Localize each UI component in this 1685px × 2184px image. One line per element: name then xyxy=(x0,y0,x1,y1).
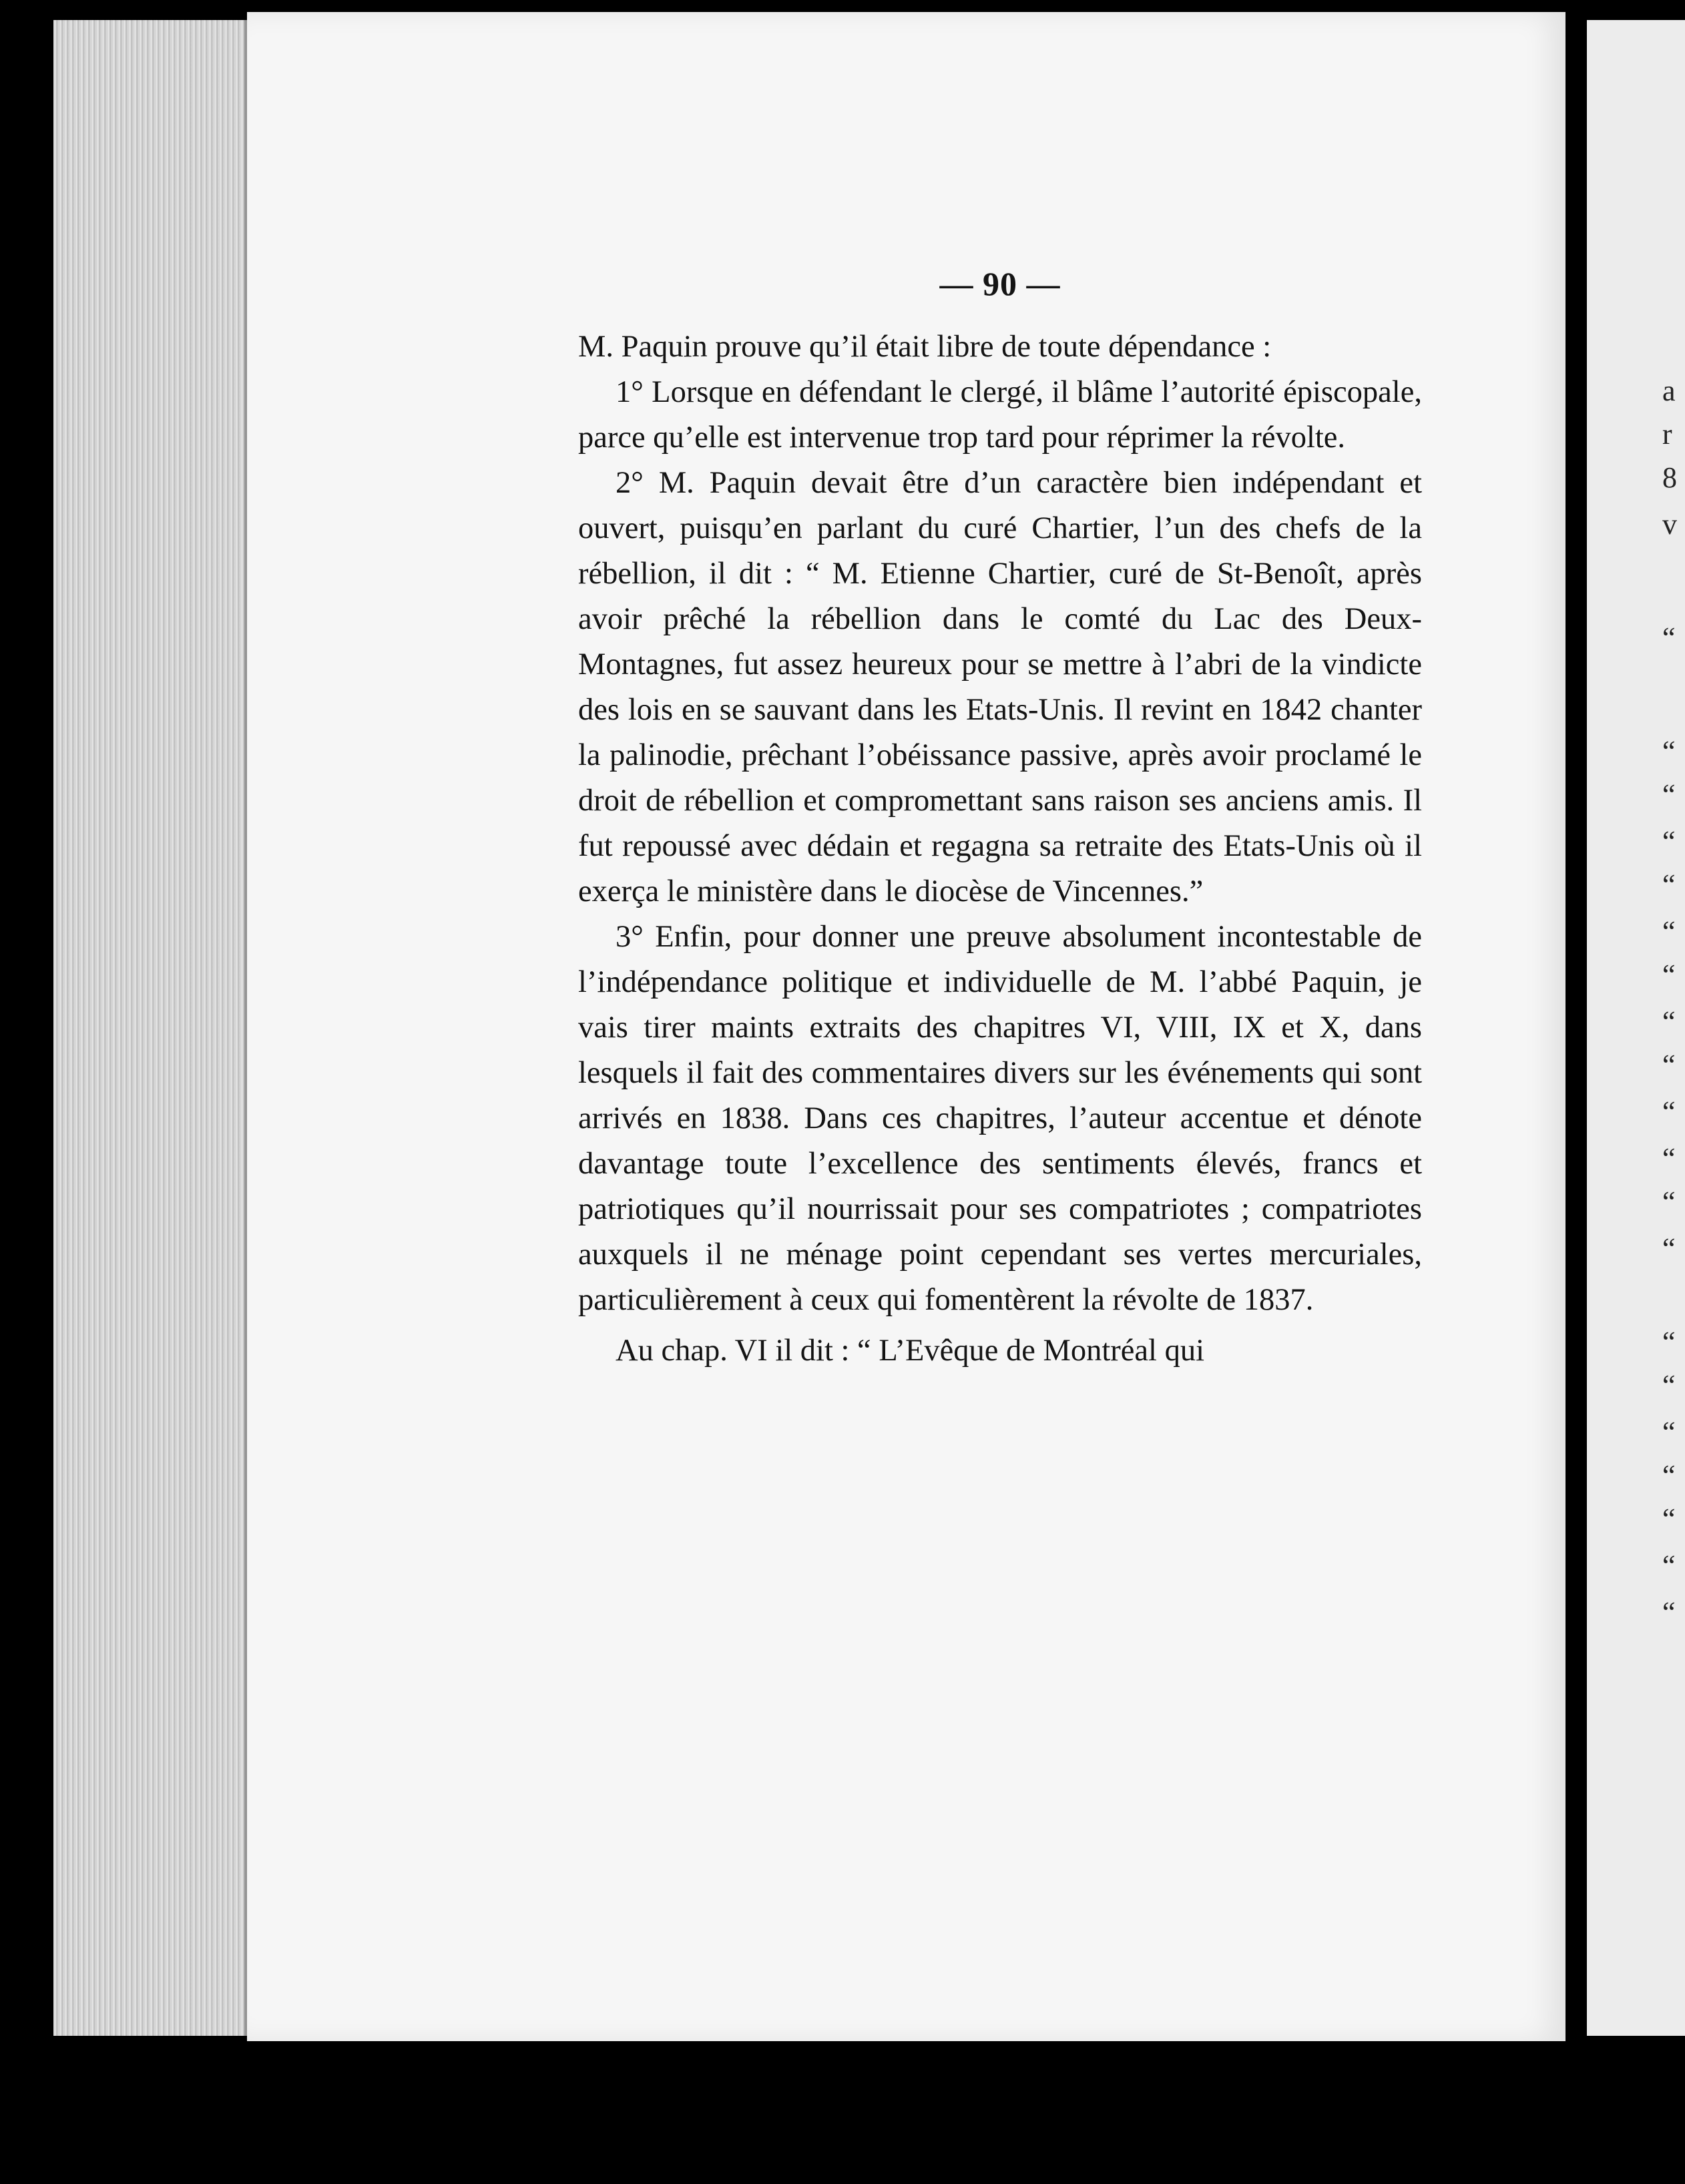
binding-gutter xyxy=(1566,0,1587,2184)
next-page-margin-char: “ xyxy=(1662,1503,1676,1535)
next-page-margin-char: “ xyxy=(1662,1326,1676,1358)
next-page-margin-char: “ xyxy=(1662,1459,1676,1492)
paragraph-point-3: 3° Enfin, pour donner une preuve absolument incontestable de l’indépendance politique et individuelle de M. l’abbé Paquin, je vais tirer maints extraits des chapitres VI, VIII, IX et X, dans lesquels il fait des commentaires divers sur les événements qui sont arrivés en 1838. Dans ces chapitres, l’auteur accentue et dénote davantage toute l’excellence des sentiments élevés, francs et patriotiques qu’il nourrissait pour ses compatriotes ; compatriotes auxquels il ne ménage point cependant ses vertes mercuriales, particulièrement à ceux qui fomentèrent la révolte de 1837. xyxy=(578,920,1422,1317)
next-page-margin-char: “ xyxy=(1662,1095,1676,1128)
next-page-margin-char: a xyxy=(1662,374,1676,407)
next-page-margin-char: “ xyxy=(1662,915,1676,948)
paragraph-point-1: 1° Lorsque en défendant le clergé, il blâme l’autorité épiscopale, parce qu’elle est intervenue trop tard pour réprimer la révolte. xyxy=(578,375,1422,455)
next-page-margin-char: 8 xyxy=(1662,461,1677,494)
next-page-margin-char: “ xyxy=(1662,868,1676,901)
next-page-margin-char: “ xyxy=(1662,959,1676,991)
next-page-margin-char: r xyxy=(1662,418,1672,451)
next-page-margin-char: “ xyxy=(1662,735,1676,768)
stacked-page-edges xyxy=(53,20,254,2036)
next-page-margin-char: “ xyxy=(1662,1142,1676,1175)
page-number: — 90 — xyxy=(939,265,1061,302)
next-page-margin-char: “ xyxy=(1662,1369,1676,1402)
next-page-margin-char: “ xyxy=(1662,1005,1676,1038)
page-text-block xyxy=(578,265,1422,1374)
next-page-margin-char: “ xyxy=(1662,778,1676,811)
paragraph-chapter-quote: Au chap. VI il dit : “ L’Evêque de Montréal qui xyxy=(616,1334,1205,1368)
next-page-margin-char: “ xyxy=(1662,1185,1676,1218)
paragraph-point-2: 2° M. Paquin devait être d’un caractère bien indépendant et ouvert, puisqu’en parlant du curé Chartier, l’un des chefs de la rébellion, il dit : “ M. Etienne Chartier, curé de St-Benoît, après avoir prêché la rébellion dans le comté du Lac des Deux-Montagnes, fut assez heureux pour se mettre à l’abri de la vindicte des lois en se sauvant dans les Etats-Unis. Il revint en 1842 chanter la palinodie, prêchant l’obéissance passive, après avoir proclamé le droit de rébellion et compromettant sans raison ses anciens amis. Il fut repoussé avec dédain et regagna sa retraite des Etats-Unis où il exerça le ministère dans le diocèse de Vincennes.” xyxy=(578,466,1422,908)
next-page-margin-char: “ xyxy=(1662,1549,1676,1582)
next-page-margin-char: “ xyxy=(1662,825,1676,858)
next-page-margin-char: “ xyxy=(1662,1596,1676,1629)
next-page-margin-char: v xyxy=(1662,508,1677,541)
next-page-margin-char: “ xyxy=(1662,1232,1676,1265)
next-page-margin-char: “ xyxy=(1662,1049,1676,1081)
next-page-margin-char: “ xyxy=(1662,1416,1676,1448)
paragraph-intro: M. Paquin prouve qu’il était libre de toute dépendance : xyxy=(578,330,1272,364)
next-page-margin-char: “ xyxy=(1662,621,1676,654)
